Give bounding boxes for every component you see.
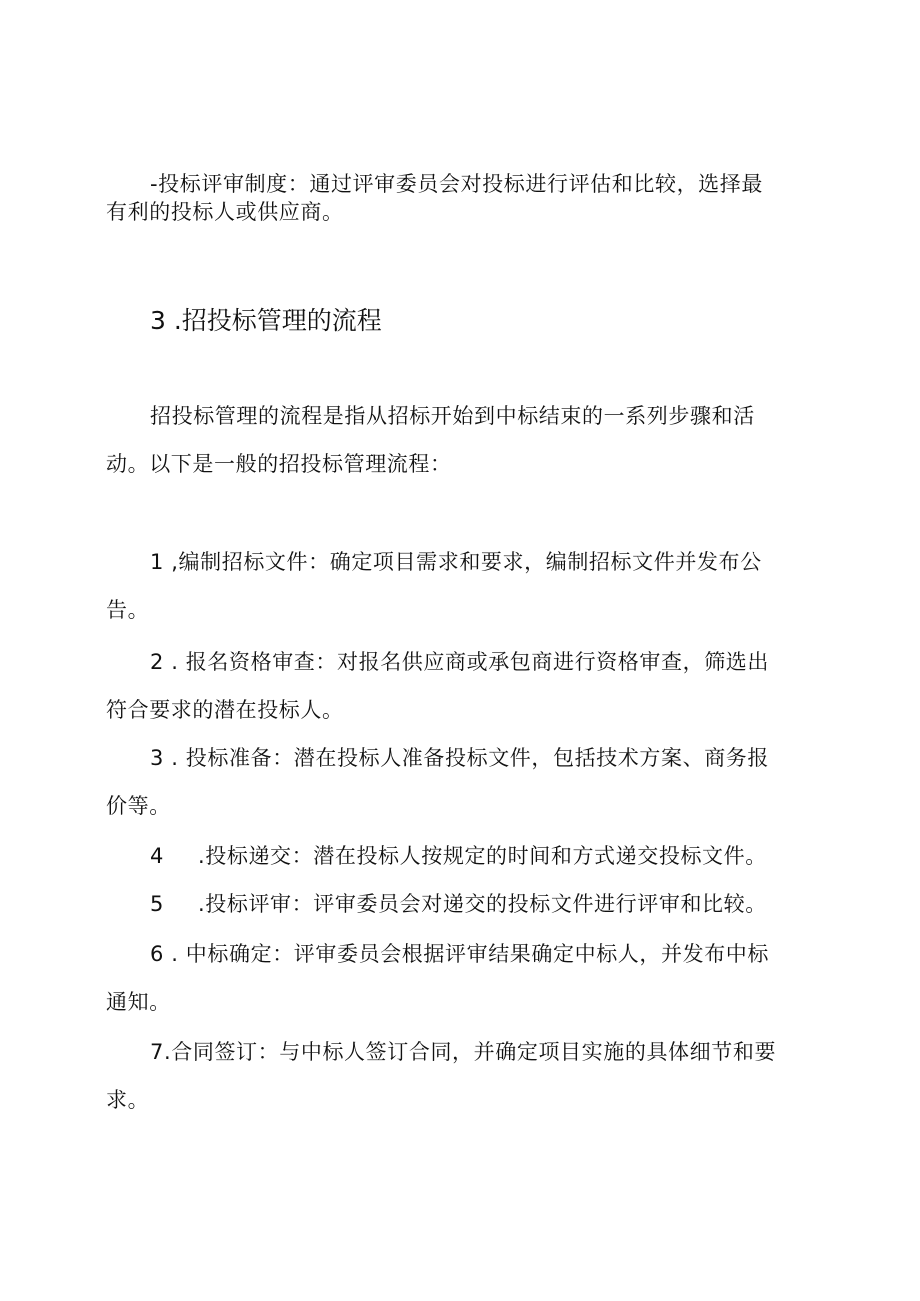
step-7-line-1 <box>150 1038 776 1066</box>
step-2-line-1 <box>150 648 769 676</box>
step-2-line-2: 符合要求的潜在投标人。 <box>106 698 344 722</box>
intro-line-1: -投标评审制度：通过评审委员会对投标进行评估和比较，选择最 <box>150 172 763 196</box>
step-number: 1 <box>150 550 164 574</box>
paragraph-line-1: 招投标管理的流程是指从招标开始到中标结束的一系列步骤和活 <box>150 404 755 428</box>
step-text: . 中标确定：评审委员会根据评审结果确定中标人，并发布中标 <box>171 942 769 966</box>
step-6-line-2: 通知。 <box>106 990 171 1014</box>
step-4-line-1 <box>150 842 767 870</box>
intro-line-2: 有利的投标人或供应商。 <box>106 200 344 224</box>
step-number: 4 <box>150 844 164 868</box>
step-3-line-1 <box>150 744 769 772</box>
step-1-line-2: 告。 <box>106 598 150 622</box>
step-number: 2 <box>150 650 164 674</box>
step-5-line-1 <box>150 890 767 918</box>
step-7-line-2: 求。 <box>106 1088 150 1112</box>
step-number: 7. <box>150 1040 172 1064</box>
step-text: . 报名资格审查：对报名供应商或承包商进行资格审查，筛选出 <box>171 650 769 674</box>
step-3-line-2: 价等。 <box>106 794 171 818</box>
step-number: 3 <box>150 746 164 770</box>
step-text: .投标递交：潜在投标人按规定的时间和方式递交投标文件。 <box>197 844 767 868</box>
step-text: ,编制招标文件：确定项目需求和要求，编制招标文件并发布公 <box>171 550 762 574</box>
step-text: . 投标准备：潜在投标人准备投标文件，包括技术方案、商务报 <box>171 746 769 770</box>
step-text: .投标评审：评审委员会对递交的投标文件进行评审和比较。 <box>197 892 767 916</box>
step-number: 5 <box>150 892 164 916</box>
section-heading <box>150 304 382 338</box>
step-number: 6 <box>150 942 164 966</box>
step-6-line-1 <box>150 940 769 968</box>
paragraph-line-2: 动。以下是一般的招投标管理流程： <box>106 452 452 476</box>
section-number: 3 <box>150 306 166 335</box>
step-text: 合同签订：与中标人签订合同，并确定项目实施的具体细节和要 <box>171 1040 777 1064</box>
step-1-line-1 <box>150 548 762 576</box>
section-title: .招投标管理的流程 <box>173 306 382 335</box>
